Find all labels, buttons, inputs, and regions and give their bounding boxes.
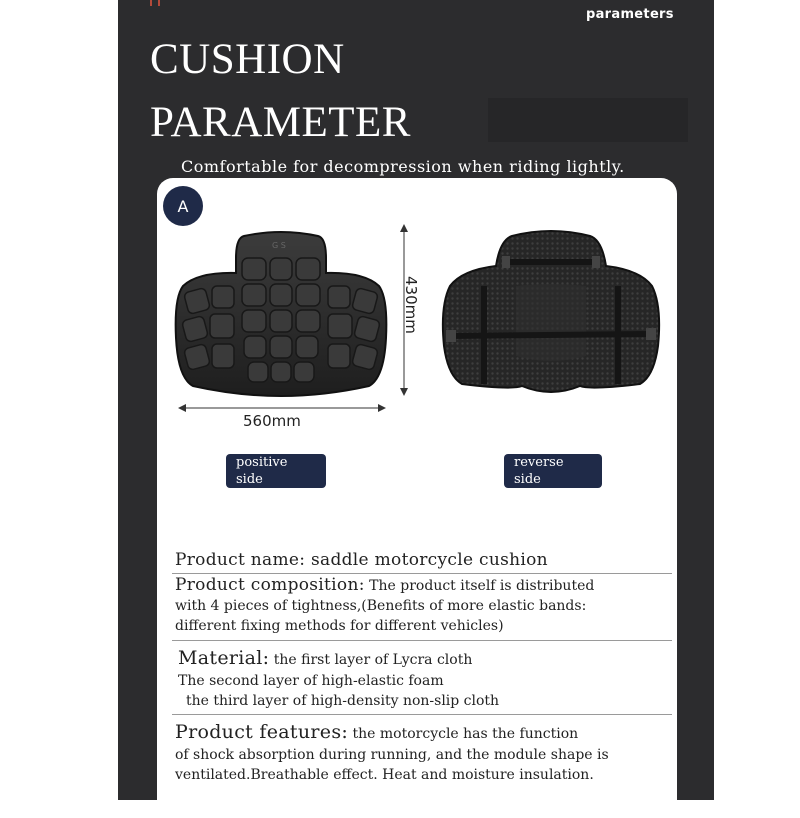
width-dimension-label: 560mm (243, 412, 301, 430)
product-name-value: saddle motorcycle cushion (305, 550, 548, 570)
spec-product-name (175, 550, 548, 570)
material-label: Material: (178, 647, 270, 669)
spec-material (178, 647, 472, 669)
features-line3: ventilated.Breathable effect. Heat and moisture insulation. (175, 767, 594, 783)
divider (172, 573, 672, 574)
page-title-line2: PARAMETER (150, 99, 411, 146)
height-dimension-label: 430mm (402, 276, 420, 334)
positive-side-tag (226, 454, 326, 488)
decorative-block (488, 98, 688, 142)
composition-line1: The product itself is distributed (364, 578, 595, 594)
spec-composition (175, 575, 594, 595)
top-accent-marks (150, 0, 162, 6)
reverse-side-tag (504, 454, 602, 488)
spec-features (175, 721, 578, 743)
features-line1: the motorcycle has the function (348, 726, 579, 742)
divider (172, 640, 672, 641)
features-label: Product features: (175, 721, 349, 743)
tagline: Comfortable for decompression when riding lightly. (181, 157, 625, 176)
material-line3: the third layer of high-density non-slip cloth (186, 693, 500, 709)
features-line2: of shock absorption during running, and the module shape is (175, 747, 609, 763)
cushion-back-image (440, 226, 662, 398)
svg-text:G S: G S (272, 241, 286, 250)
product-name-label: Product name: (175, 550, 306, 570)
composition-label: Product composition: (175, 575, 365, 595)
material-line2: The second layer of high-elastic foam (178, 673, 444, 689)
cushion-front-image (174, 228, 388, 398)
positive-tag-line1: positive (236, 455, 288, 470)
composition-line2: with 4 pieces of tightness,(Benefits of more elastic bands: (175, 598, 587, 614)
section-label: parameters (586, 7, 674, 22)
variant-badge: A (163, 186, 203, 226)
divider (172, 714, 672, 715)
positive-tag-line2: side (236, 472, 263, 487)
composition-line3: different fixing methods for different vehicles) (175, 618, 504, 634)
reverse-tag-line1: reverse (514, 455, 564, 470)
page-title-line1: CUSHION (150, 36, 345, 83)
reverse-tag-line2: side (514, 472, 541, 487)
material-line1: the first layer of Lycra cloth (269, 652, 473, 668)
